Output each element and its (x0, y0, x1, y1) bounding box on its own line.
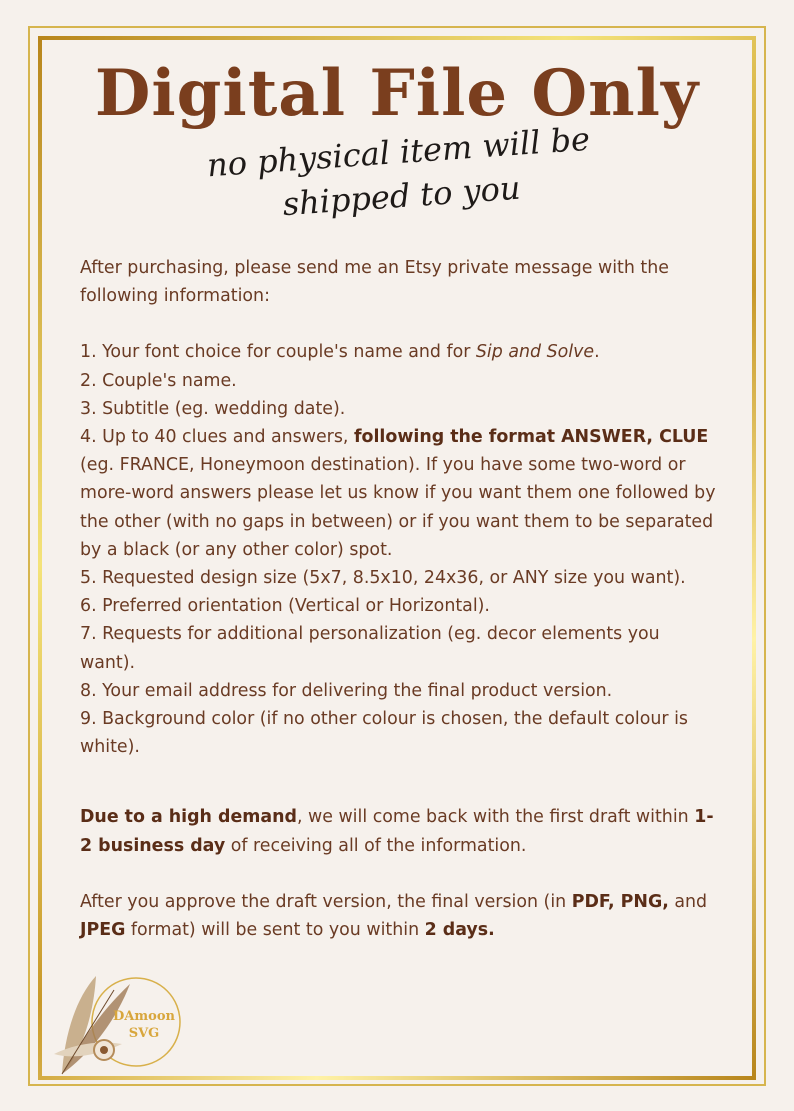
instructions-body (80, 254, 720, 944)
list-item-1: 1. Your font choice for couple's name and for Sip and Solve. (80, 342, 600, 363)
list-item-6: 6. Preferred orientation (Vertical or Horizontal). (80, 596, 490, 617)
feather-icon (54, 976, 130, 1074)
demand-paragraph: Due to a high demand, we will come back with the first draft within 1-2 business day of receiving all of the information. (80, 807, 714, 856)
list-item-2: 2. Couple's name. (80, 370, 237, 391)
list-item-3: 3. Subtitle (eg. wedding date). (80, 398, 346, 419)
page-title: Digital File Only (94, 56, 700, 131)
list-item-5: 5. Requested design size (5x7, 8.5x10, 24x36, or ANY size you want). (80, 568, 686, 589)
list-item-9: 9. Background color (if no other colour is chosen, the default colour is white). (80, 709, 688, 758)
logo-line-2: SVG (128, 1026, 160, 1041)
intro-text: After purchasing, please send me an Etsy private message with the following information: (80, 258, 669, 307)
damoon-logo (44, 970, 184, 1080)
subtitle-line-1: no physical item will be (205, 119, 592, 185)
logo-line-1: DAmoon (113, 1009, 175, 1024)
list-item-8: 8. Your email address for delivering the final product version. (80, 680, 613, 701)
list-item-4: 4. Up to 40 clues and answers, following the format ANSWER, CLUE (eg. FRANCE, Honeymoon destination). If you have some two-word or more-word answers please let us know if you want them one followed by the other (with no gaps in between) or if you want them to be separated by a black (or any other color) spot. (80, 427, 716, 560)
approve-paragraph: After you approve the draft version, the final version (in PDF, PNG, and JPEG format) will be sent to you within 2 days. (80, 891, 708, 941)
list-item-7: 7. Requests for additional personalization (eg. decor elements you want). (80, 624, 660, 673)
subtitle-line-2: shipped to you (281, 168, 522, 224)
